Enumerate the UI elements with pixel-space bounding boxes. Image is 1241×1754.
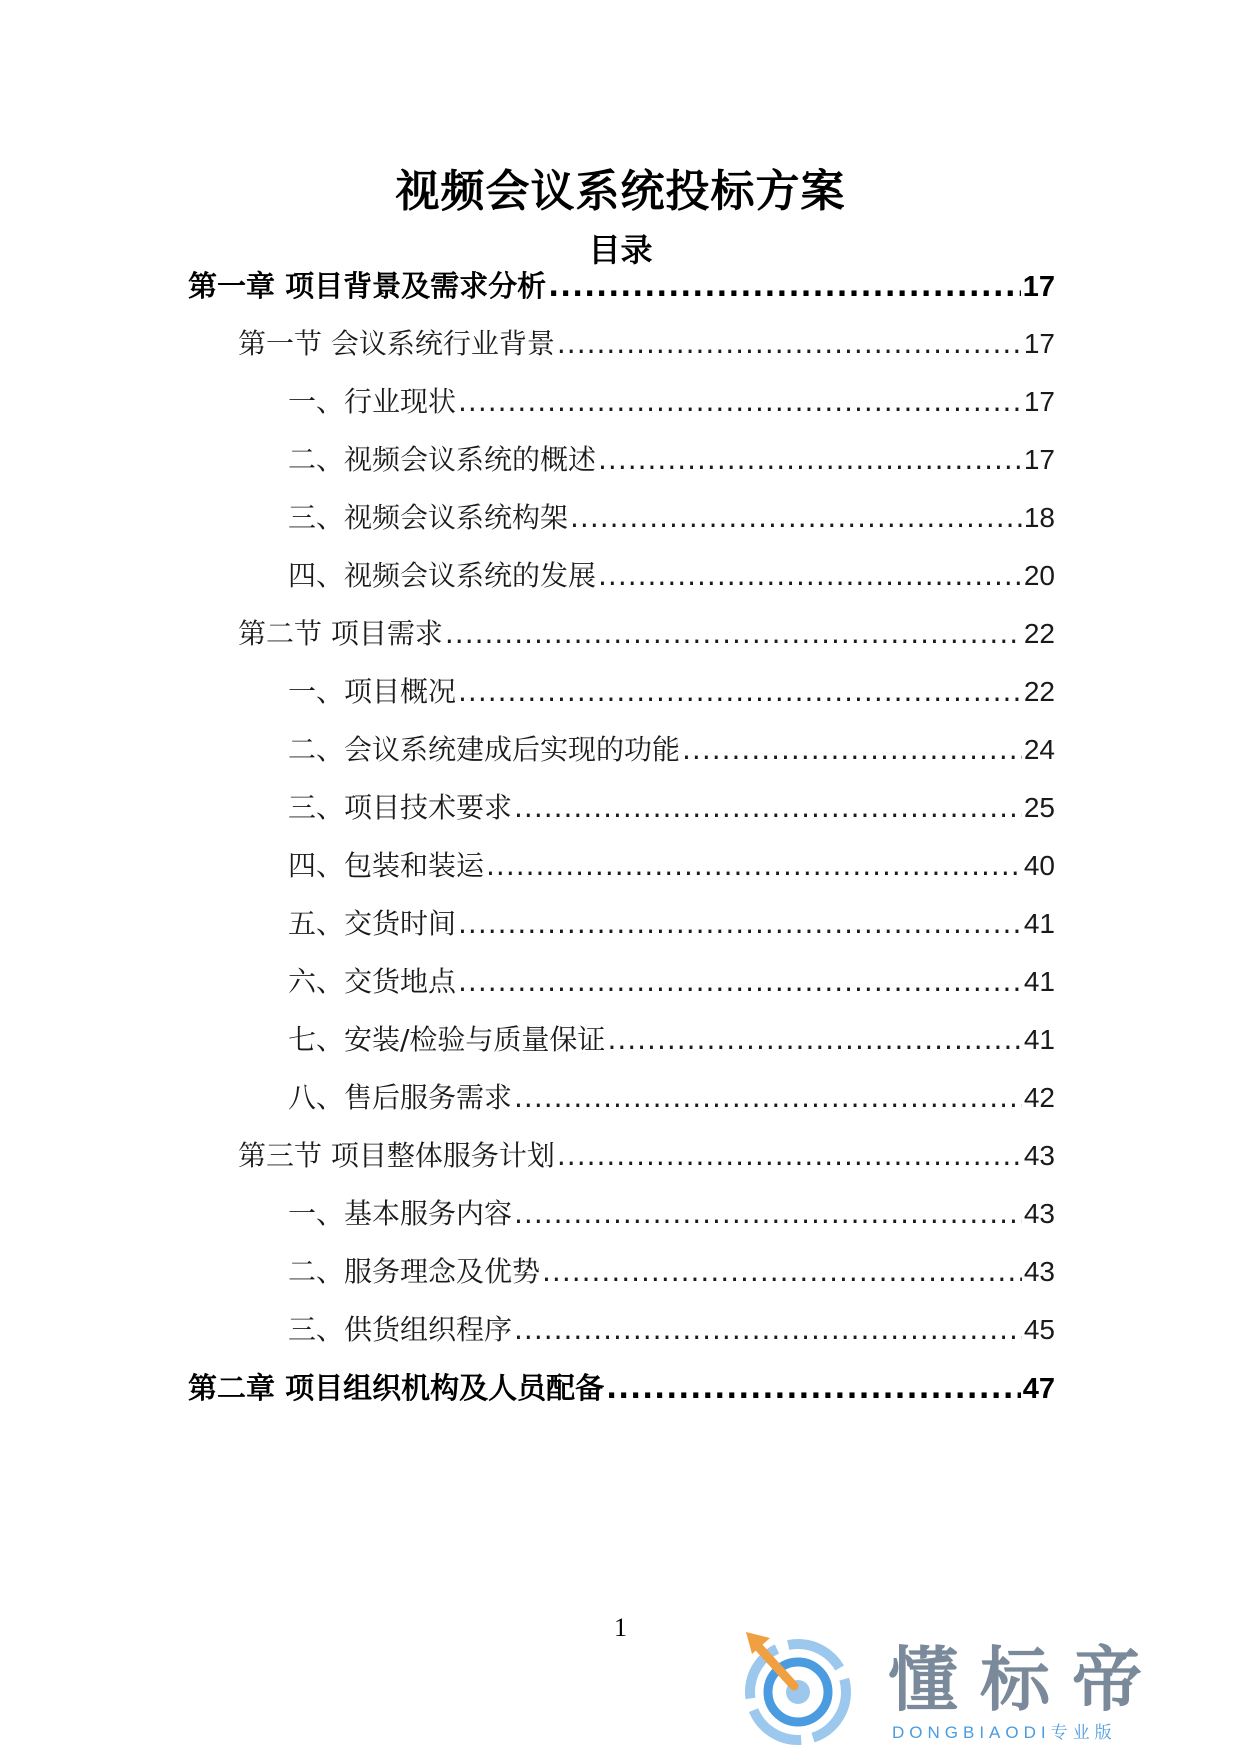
toc-entry[interactable] bbox=[288, 672, 1055, 712]
toc-entry-page: 22 bbox=[1023, 676, 1055, 707]
toc-entry-text: 三、视频会议系统构架 bbox=[288, 501, 569, 534]
toc-entry-text: 四、包装和装运 bbox=[288, 849, 485, 882]
toc-entry-text: 八、售后服务需求 bbox=[288, 1081, 513, 1114]
toc-entry-page: 20 bbox=[1023, 560, 1055, 591]
watermark bbox=[740, 1628, 1220, 1746]
toc-entry-page: 41 bbox=[1023, 1024, 1055, 1055]
toc-entry[interactable] bbox=[288, 440, 1055, 480]
toc-leader-dots bbox=[458, 904, 1022, 944]
toc-entry-text: 五、交货时间 bbox=[288, 907, 457, 940]
toc-entry-text: 二、服务理念及优势 bbox=[288, 1255, 541, 1288]
toc-entry-page: 43 bbox=[1023, 1198, 1055, 1229]
toc-leader-dots bbox=[458, 962, 1022, 1002]
toc-entry-text: 二、视频会议系统的概述 bbox=[288, 443, 597, 476]
toc-entry[interactable] bbox=[288, 846, 1055, 886]
toc-entry[interactable] bbox=[288, 962, 1055, 1002]
toc-entry[interactable] bbox=[288, 730, 1055, 770]
toc-entry[interactable] bbox=[288, 1078, 1055, 1118]
toc-entry-page: 22 bbox=[1023, 618, 1055, 649]
toc-entry-page: 24 bbox=[1023, 734, 1055, 765]
toc-entry[interactable] bbox=[188, 266, 1055, 306]
toc-entry-text: 七、安装/检验与质量保证 bbox=[288, 1023, 606, 1056]
toc-leader-dots bbox=[607, 1020, 1021, 1060]
toc-leader-dots bbox=[570, 498, 1022, 538]
toc-entry[interactable] bbox=[288, 1252, 1055, 1292]
toc-entry-page: 43 bbox=[1023, 1140, 1055, 1171]
toc-entry-text: 三、项目技术要求 bbox=[288, 791, 513, 824]
toc-entry[interactable] bbox=[288, 788, 1055, 828]
watermark-subtitle: DONGBIAODI专业版 bbox=[892, 1723, 1117, 1742]
toc-entry-page: 17 bbox=[1022, 271, 1055, 303]
target-arrow-icon bbox=[740, 1628, 860, 1746]
toc-entry-text: 一、行业现状 bbox=[288, 385, 457, 418]
toc-entry-text: 第二章 项目组织机构及人员配备 bbox=[188, 1371, 605, 1405]
toc-entry-text: 一、基本服务内容 bbox=[288, 1197, 513, 1230]
toc-entry-page: 17 bbox=[1023, 328, 1055, 359]
toc-entry[interactable] bbox=[288, 382, 1055, 422]
toc-leader-dots bbox=[557, 324, 1022, 364]
page-number: 1 bbox=[614, 1613, 627, 1642]
toc-leader-dots bbox=[514, 1078, 1022, 1118]
toc-leader-dots bbox=[445, 614, 1022, 654]
toc-entry-text: 一、项目概况 bbox=[288, 675, 457, 708]
toc-entry-page: 42 bbox=[1023, 1082, 1055, 1113]
toc-entry[interactable] bbox=[238, 614, 1055, 654]
toc-entry[interactable] bbox=[288, 1020, 1055, 1060]
toc-entry-text: 第一节 会议系统行业背景 bbox=[238, 327, 555, 360]
toc-leader-dots bbox=[486, 846, 1022, 886]
toc-leader-dots bbox=[598, 556, 1022, 596]
watermark-brand: 懂标帝 bbox=[888, 1639, 1164, 1721]
toc-leader-dots bbox=[548, 266, 1021, 306]
toc-entry-page: 18 bbox=[1023, 502, 1055, 533]
toc-entry-text: 第二节 项目需求 bbox=[238, 617, 443, 650]
toc-entry-text: 第一章 项目背景及需求分析 bbox=[188, 269, 547, 303]
toc-entry[interactable] bbox=[288, 498, 1055, 538]
toc-leader-dots bbox=[514, 1310, 1022, 1350]
toc-entry[interactable] bbox=[188, 1368, 1055, 1408]
toc-entry-text: 三、供货组织程序 bbox=[288, 1313, 513, 1346]
toc-entry-page: 43 bbox=[1023, 1256, 1055, 1287]
toc-entry-page: 41 bbox=[1023, 966, 1055, 997]
toc-leader-dots bbox=[458, 382, 1022, 422]
toc-entry-text: 六、交货地点 bbox=[288, 965, 457, 998]
toc-entry[interactable] bbox=[238, 324, 1055, 364]
toc-entry-text: 第三节 项目整体服务计划 bbox=[238, 1139, 555, 1172]
toc-heading: 目录 bbox=[588, 231, 653, 269]
toc-entry-text: 四、视频会议系统的发展 bbox=[288, 559, 597, 592]
toc-leader-dots bbox=[598, 440, 1022, 480]
toc-entry-page: 41 bbox=[1023, 908, 1055, 939]
toc-leader-dots bbox=[606, 1368, 1021, 1408]
toc-leader-dots bbox=[458, 672, 1022, 712]
toc-entry[interactable] bbox=[288, 556, 1055, 596]
toc-entry-page: 45 bbox=[1023, 1314, 1055, 1345]
toc-entry[interactable] bbox=[288, 1194, 1055, 1234]
toc-leader-dots bbox=[557, 1136, 1022, 1176]
document-title: 视频会议系统投标方案 bbox=[395, 166, 846, 217]
toc-leader-dots bbox=[514, 1194, 1022, 1234]
toc-entry-text: 二、会议系统建成后实现的功能 bbox=[288, 733, 681, 766]
toc-leader-dots bbox=[682, 730, 1022, 770]
toc-entry[interactable] bbox=[238, 1136, 1055, 1176]
toc-entry-page: 40 bbox=[1023, 850, 1055, 881]
toc-leader-dots bbox=[514, 788, 1022, 828]
toc-entry[interactable] bbox=[288, 904, 1055, 944]
toc-leader-dots bbox=[542, 1252, 1022, 1292]
toc-entry-page: 17 bbox=[1023, 386, 1055, 417]
toc-entry[interactable] bbox=[288, 1310, 1055, 1350]
toc-entry-page: 25 bbox=[1023, 792, 1055, 823]
toc-entry-page: 17 bbox=[1023, 444, 1055, 475]
toc-entry-page: 47 bbox=[1022, 1373, 1055, 1405]
